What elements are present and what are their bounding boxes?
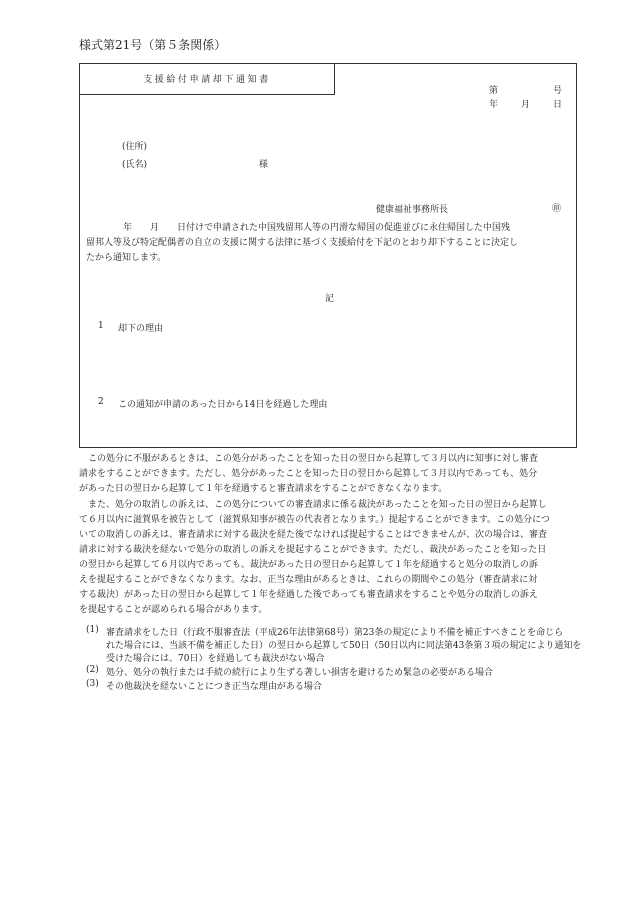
instruction-p2-line-3: いての取消しの訴えは、審査請求に対する裁決を経た後でなければ提起することはできませんが、次の場合は、審査 xyxy=(79,530,548,540)
list-1-line-3: 受けた場合には、70日）を経過しても裁決がない場合 xyxy=(106,654,325,664)
item-2-number: 2 xyxy=(98,397,104,407)
item-1-label: 却下の理由 xyxy=(118,324,164,334)
list-1-line-1: 審査請求をした日（行政不服審査法（平成26年法律第68号）第23条の規定により不備を補正すべきことを命じら xyxy=(106,628,564,638)
list-3-number: (3) xyxy=(86,679,99,689)
list-1-number: (1) xyxy=(86,625,99,635)
list-1-line-2: れた場合には、当該不備を補正した日）の翌日から起算して50日（50日以内に同法第43条第３項の規定により通知を xyxy=(106,641,582,651)
title-box xyxy=(79,63,335,95)
date-year: 年 xyxy=(489,100,499,110)
document-title: 支援給付申請却下通知書 xyxy=(143,75,271,85)
instruction-p2-line-8: を提起することが認められる場合があります。 xyxy=(79,605,268,615)
seal-mark: ㊞ xyxy=(552,204,562,214)
address-label: (住所) xyxy=(122,142,148,152)
issuer-office: 健康福祉事務所長 xyxy=(376,205,449,215)
form-number: 様式第21号（第５条関係） xyxy=(79,38,227,52)
list-3-line-1: その他裁決を経ないことにつき正当な理由がある場合 xyxy=(106,682,322,692)
instruction-p2-line-7: する裁決）があった日の翌日から起算して１年を経過した後であっても審査請求をすることや処分の取消しの訴え xyxy=(79,590,538,600)
instruction-p1-line-2: 請求をすることができます。ただし、処分があったことを知った日の翌日から起算して３月以内であっても、処分 xyxy=(79,469,538,479)
instruction-p2-line-5: の翌日から起算して６月以内であっても、裁決があった日の翌日から起算して１年を経過すると処分の取消しの訴 xyxy=(79,560,538,570)
number-prefix: 第 xyxy=(489,86,499,96)
notice-line-2: 留邦人等及び特定配偶者の自立の支援に関する法律に基づく支援給付を下記のとおり却下することに決定し xyxy=(86,238,519,248)
instruction-p2-line-1: また、処分の取消しの訴えは、この処分についての審査請求に係る裁決があったことを知った日の翌日から起算し xyxy=(79,500,547,510)
item-2-label: この通知が申請のあった日から14日を経過した理由 xyxy=(118,400,328,410)
instruction-p2-line-2: て６月以内に滋賀県を被告として（滋賀県知事が被告の代表者となります。）提起することができます。この処分につ xyxy=(79,515,550,525)
list-2-line-1: 処分、処分の執行または手続の続行により生ずる著しい損害を避けるため緊急の必要がある場合 xyxy=(106,668,494,678)
list-2-number: (2) xyxy=(86,665,99,675)
instruction-p2-line-6: えを提起することができなくなります。なお、正当な理由があるときは、これらの期間やこの処分（審査請求に対 xyxy=(79,575,538,585)
instruction-p2-line-4: 請求に対する裁決を経ないで処分の取消しの訴えを提起することができます。ただし、裁決があったことを知った日 xyxy=(79,545,547,555)
notice-line-3: たから通知します。 xyxy=(86,253,167,263)
item-1-number: 1 xyxy=(98,321,104,331)
ki-heading: 記 xyxy=(325,294,335,304)
name-label: (氏名) xyxy=(122,160,148,170)
number-suffix: 号 xyxy=(553,86,563,96)
instruction-p1-line-3: があった日の翌日から起算して１年を経過すると審査請求をすることができなくなります。 xyxy=(79,484,448,494)
date-day: 日 xyxy=(553,100,563,110)
notice-line-1: 年 月 日付けで申請された中国残留邦人等の円滑な帰国の促進並びに永住帰国した中国残 xyxy=(123,223,511,233)
instruction-p1-line-1: この処分に不服があるときは、この処分があったことを知った日の翌日から起算して３月以内に知事に対し審査 xyxy=(79,454,538,464)
date-month: 月 xyxy=(521,100,531,110)
honorific: 様 xyxy=(259,160,269,170)
